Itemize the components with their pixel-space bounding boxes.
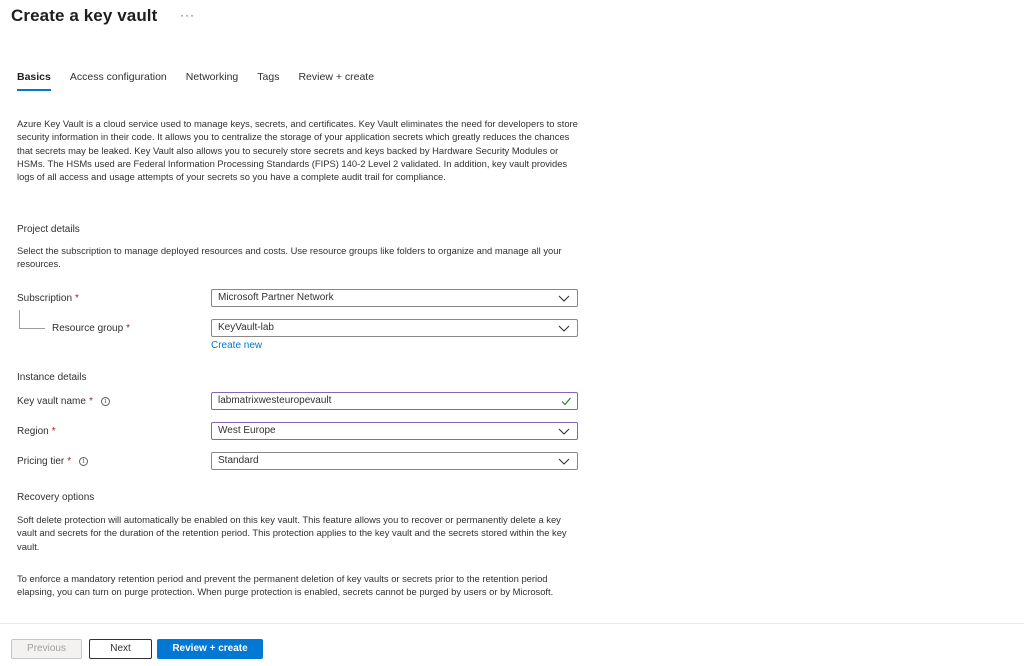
page-title: Create a key vault: [11, 6, 158, 25]
required-marker: *: [67, 456, 72, 467]
footer-divider: [0, 623, 1024, 624]
info-icon[interactable]: i: [79, 457, 88, 466]
chevron-down-icon: [558, 456, 570, 466]
key-vault-name-label-text: Key vault name: [17, 396, 86, 407]
key-vault-name-input[interactable]: [211, 392, 578, 410]
tab-review-create[interactable]: Review + create: [298, 71, 375, 83]
intro-description: Azure Key Vault is a cloud service used to manage keys, secrets, and certificates. Key Vault eliminates the need for developers to store security information in their code. It allows you to centralize the storage of your application secrets which greatly reduces the chances that secrets may be leaked. Key Vault also allows you to securely store secrets and keys backed by Hardware Security Modules or HSMs. The HSMs used are Federal Information Processing Standards (FIPS) 140-2 Level 2 validated. In addition, key vault provides logs of all access and usage attempts of your secrets so you have a complete audit trail for compliance.: [17, 118, 578, 183]
pricing-tier-label: [17, 456, 88, 467]
subscription-label-text: Subscription: [17, 293, 73, 304]
subscription-label: [17, 293, 79, 304]
subscription-value: Microsoft Partner Network: [218, 292, 334, 303]
create-new-link[interactable]: Create new: [211, 340, 263, 351]
review-create-button[interactable]: Review + create: [157, 639, 263, 659]
required-marker: *: [75, 293, 79, 304]
soft-delete-description: Soft delete protection will automatically be enabled on this key vault. This feature allows you to recover or permanently delete a key vault and secrets for the duration of the retention period. This protection applies to the key vault and the secrets stored within the key vault.: [17, 514, 567, 552]
tab-networking[interactable]: Networking: [185, 71, 239, 83]
recovery-options-heading: Recovery options: [17, 492, 95, 503]
purge-protection-description: To enforce a mandatory retention period and prevent the permanent deletion of key vaults or secrets prior to the retention period elapsing, you can turn on purge protection. When purge protection is enabled, secrets cannot be purged by users or by Microsoft.: [17, 573, 554, 598]
project-details-heading: Project details: [17, 224, 80, 235]
chevron-down-icon: [558, 426, 570, 436]
tree-connector: [19, 310, 20, 328]
key-vault-name-label: [17, 396, 110, 407]
resource-group-label: [52, 323, 130, 334]
resource-group-value: KeyVault-lab: [218, 322, 274, 333]
required-marker: *: [51, 426, 56, 437]
region-value: West Europe: [218, 425, 276, 436]
resource-group-label-text: Resource group: [52, 323, 124, 334]
tree-connector: [19, 328, 45, 329]
subscription-select[interactable]: [211, 289, 578, 307]
tab-bar: [17, 71, 393, 91]
info-icon[interactable]: i: [101, 397, 110, 406]
region-select[interactable]: [211, 422, 578, 440]
region-label: [17, 426, 56, 437]
project-details-description: Select the subscription to manage deployed resources and costs. Use resource groups like folders to organize and manage all your resources.: [17, 245, 562, 270]
instance-details-heading: Instance details: [17, 372, 87, 383]
resource-group-select[interactable]: [211, 319, 578, 337]
checkmark-icon: [561, 396, 571, 406]
previous-button[interactable]: Previous: [11, 639, 82, 659]
next-button[interactable]: Next: [89, 639, 152, 659]
chevron-down-icon: [558, 293, 570, 303]
pricing-tier-select[interactable]: [211, 452, 578, 470]
pricing-tier-value: Standard: [218, 455, 259, 466]
tab-basics[interactable]: Basics: [17, 71, 51, 91]
pricing-tier-label-text: Pricing tier: [17, 456, 65, 467]
key-vault-name-value: labmatrixwesteuropevault: [218, 395, 332, 406]
tab-access-configuration[interactable]: Access configuration: [69, 71, 167, 83]
required-marker: *: [126, 323, 131, 334]
region-label-text: Region: [17, 426, 49, 437]
more-icon[interactable]: ···: [180, 8, 195, 22]
tab-tags[interactable]: Tags: [257, 71, 280, 83]
chevron-down-icon: [558, 323, 570, 333]
required-marker: *: [88, 396, 93, 407]
